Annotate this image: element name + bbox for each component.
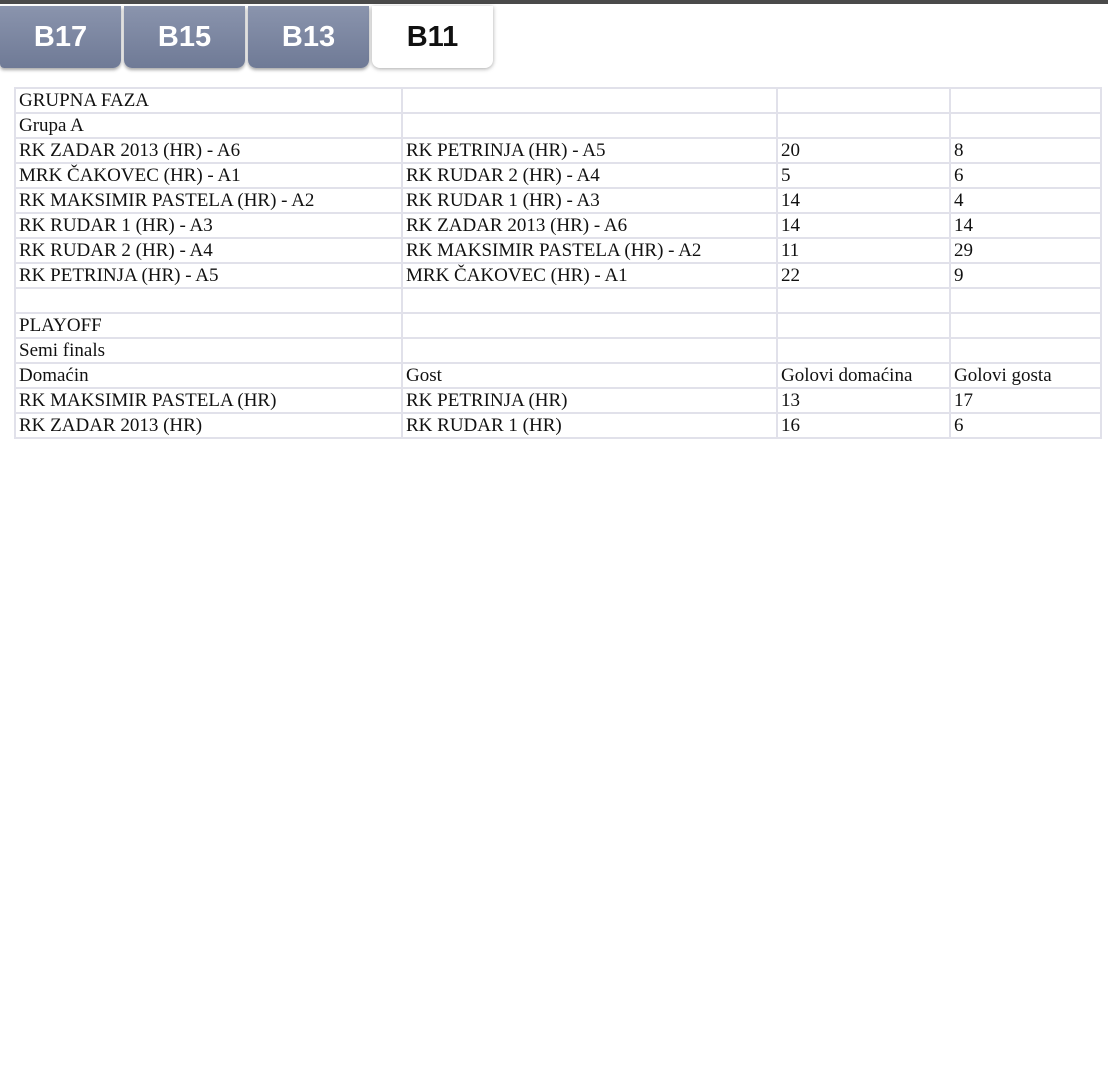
guest-team-cell xyxy=(402,88,777,113)
table-row xyxy=(15,263,1101,288)
guest-goals-cell: 17 xyxy=(950,388,1101,413)
guest-goals-cell xyxy=(950,313,1101,338)
table-row xyxy=(15,238,1101,263)
home-team-cell: Domaćin xyxy=(15,363,402,388)
guest-goals-cell: Golovi gosta xyxy=(950,363,1101,388)
home-goals-cell: 14 xyxy=(777,188,950,213)
home-team-cell: RK RUDAR 2 (HR) - A4 xyxy=(15,238,402,263)
age-group-tabs xyxy=(0,6,496,72)
table-row xyxy=(15,388,1101,413)
home-team-cell: MRK ČAKOVEC (HR) - A1 xyxy=(15,163,402,188)
home-goals-cell xyxy=(777,313,950,338)
table-row xyxy=(15,113,1101,138)
guest-team-cell xyxy=(402,113,777,138)
home-team-cell: Grupa A xyxy=(15,113,402,138)
home-team-cell xyxy=(15,288,402,313)
table-row xyxy=(15,313,1101,338)
guest-team-cell: RK RUDAR 1 (HR) - A3 xyxy=(402,188,777,213)
home-goals-cell xyxy=(777,338,950,363)
guest-team-cell xyxy=(402,288,777,313)
guest-team-cell: Gost xyxy=(402,363,777,388)
home-team-cell: RK ZADAR 2013 (HR) - A6 xyxy=(15,138,402,163)
table-row xyxy=(15,413,1101,438)
guest-goals-cell: 4 xyxy=(950,188,1101,213)
home-team-cell: RK MAKSIMIR PASTELA (HR) - A2 xyxy=(15,188,402,213)
guest-team-cell: RK MAKSIMIR PASTELA (HR) - A2 xyxy=(402,238,777,263)
home-team-cell: RK MAKSIMIR PASTELA (HR) xyxy=(15,388,402,413)
results-table xyxy=(14,87,1102,439)
home-team-cell: RK RUDAR 1 (HR) - A3 xyxy=(15,213,402,238)
table-row xyxy=(15,213,1101,238)
guest-goals-cell xyxy=(950,338,1101,363)
guest-goals-cell xyxy=(950,113,1101,138)
home-team-cell: RK PETRINJA (HR) - A5 xyxy=(15,263,402,288)
tab-b15[interactable]: B15 xyxy=(124,6,245,68)
table-row xyxy=(15,188,1101,213)
home-goals-cell: 5 xyxy=(777,163,950,188)
tab-b11[interactable]: B11 xyxy=(372,6,493,68)
home-goals-cell: 11 xyxy=(777,238,950,263)
home-goals-cell: Golovi domaćina xyxy=(777,363,950,388)
guest-goals-cell: 8 xyxy=(950,138,1101,163)
home-goals-cell: 22 xyxy=(777,263,950,288)
tab-b17[interactable]: B17 xyxy=(0,6,121,68)
home-team-cell: Semi finals xyxy=(15,338,402,363)
home-team-cell: GRUPNA FAZA xyxy=(15,88,402,113)
guest-goals-cell xyxy=(950,88,1101,113)
guest-team-cell: RK RUDAR 2 (HR) - A4 xyxy=(402,163,777,188)
table-row xyxy=(15,88,1101,113)
guest-team-cell xyxy=(402,313,777,338)
guest-goals-cell: 14 xyxy=(950,213,1101,238)
guest-team-cell: RK RUDAR 1 (HR) xyxy=(402,413,777,438)
guest-team-cell: RK PETRINJA (HR) - A5 xyxy=(402,138,777,163)
guest-team-cell xyxy=(402,338,777,363)
home-goals-cell xyxy=(777,113,950,138)
guest-team-cell: MRK ČAKOVEC (HR) - A1 xyxy=(402,263,777,288)
guest-goals-cell: 29 xyxy=(950,238,1101,263)
home-goals-cell: 16 xyxy=(777,413,950,438)
top-border xyxy=(0,0,1108,4)
table-row xyxy=(15,363,1101,388)
guest-goals-cell: 9 xyxy=(950,263,1101,288)
home-goals-cell: 14 xyxy=(777,213,950,238)
home-goals-cell xyxy=(777,88,950,113)
guest-goals-cell: 6 xyxy=(950,413,1101,438)
home-team-cell: PLAYOFF xyxy=(15,313,402,338)
tab-b13[interactable]: B13 xyxy=(248,6,369,68)
home-goals-cell: 20 xyxy=(777,138,950,163)
guest-goals-cell: 6 xyxy=(950,163,1101,188)
guest-team-cell: RK PETRINJA (HR) xyxy=(402,388,777,413)
home-team-cell: RK ZADAR 2013 (HR) xyxy=(15,413,402,438)
home-goals-cell: 13 xyxy=(777,388,950,413)
table-row xyxy=(15,288,1101,313)
table-row xyxy=(15,138,1101,163)
guest-team-cell: RK ZADAR 2013 (HR) - A6 xyxy=(402,213,777,238)
guest-goals-cell xyxy=(950,288,1101,313)
table-row xyxy=(15,163,1101,188)
table-row xyxy=(15,338,1101,363)
home-goals-cell xyxy=(777,288,950,313)
